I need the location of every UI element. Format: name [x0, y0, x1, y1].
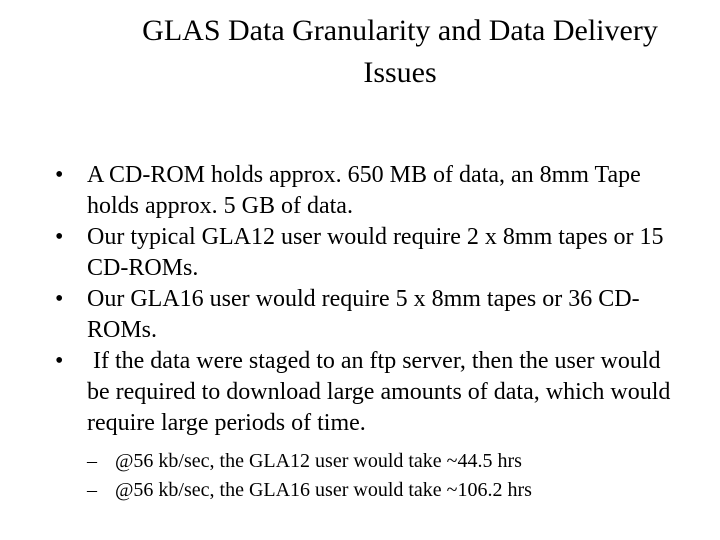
bullet-marker: • — [55, 286, 64, 312]
sub-bullet-text: @56 kb/sec, the GLA12 user would take ~44.5 hrs — [115, 450, 522, 472]
bullet-item — [55, 284, 675, 346]
sub-bullet-text: @56 kb/sec, the GLA16 user would take ~106.2 hrs — [115, 479, 532, 501]
slide-title-line-2: Issues — [363, 56, 437, 89]
bullet-item — [55, 160, 675, 222]
slide-title — [40, 10, 720, 94]
sub-bullet-marker: – — [87, 479, 97, 501]
sub-bullet-item — [87, 447, 675, 476]
bullet-item — [55, 346, 675, 439]
bullet-text: A CD-ROM holds approx. 650 MB of data, an 8mm Tape holds approx. 5 GB of data. — [87, 162, 641, 219]
bullet-marker: • — [55, 224, 64, 250]
sub-bullet-list — [55, 447, 675, 505]
bullet-text: If the data were staged to an ftp server, then the user would be required to download large amounts of data, which would require large periods of time. — [87, 348, 677, 436]
bullet-marker: • — [55, 162, 64, 188]
bullet-item — [55, 222, 675, 284]
sub-bullet-item — [87, 476, 675, 505]
sub-bullet-marker: – — [87, 450, 97, 472]
bullet-text: Our typical GLA12 user would require 2 x 8mm tapes or 15 CD-ROMs. — [87, 224, 664, 281]
bullet-text: Our GLA16 user would require 5 x 8mm tapes or 36 CD-ROMs. — [87, 286, 640, 343]
bullet-marker: • — [55, 348, 64, 374]
bullet-list — [55, 160, 675, 505]
slide-title-line-1: GLAS Data Granularity and Data Delivery — [142, 14, 658, 47]
